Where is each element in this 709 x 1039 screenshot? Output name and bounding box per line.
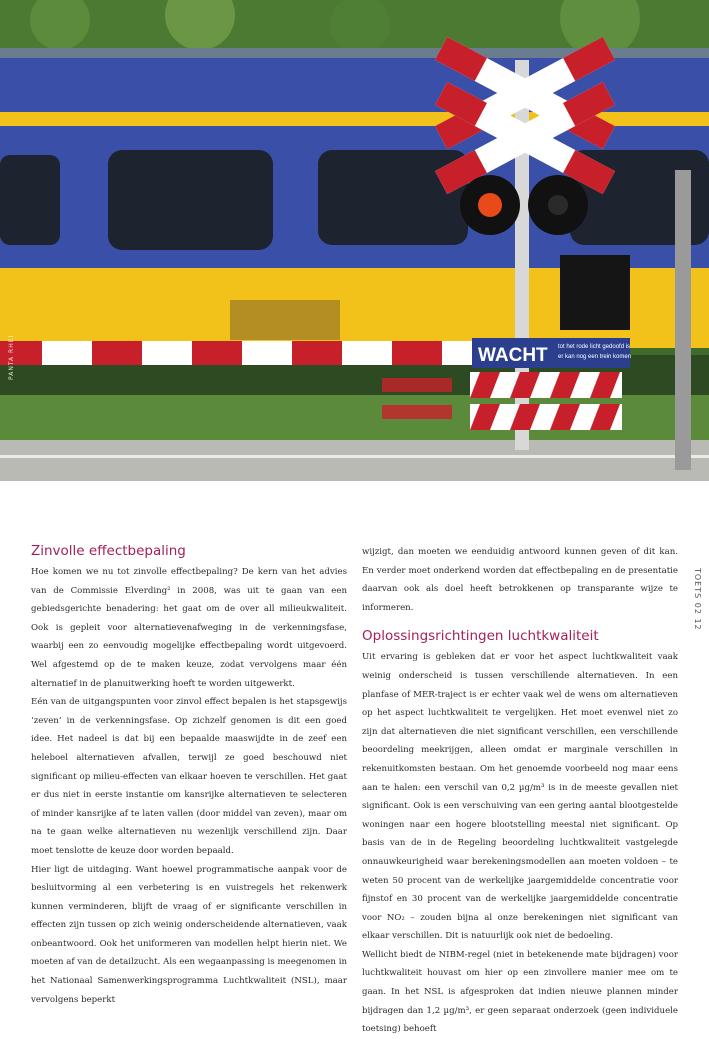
train-window xyxy=(318,150,468,245)
photo-train-crossing xyxy=(0,0,709,481)
paragraph: Uit ervaring is gebleken dat er voor het aspect luchtkwaliteit vaak weinig onderscheid is tussen verschillende alternatieven. In een planfase of MER-traject is er echter vaak wel de wens om alternatieven op het aspect luchtkwaliteit te vergelijken. Het moet evenwel niet zo zijn dat alternatieven die niet significant verschillen, een verschillende beoordeling meekrijgen, alleen omdat er marginale verschillen in rekenuitkomsten bestaan. Om het genoemde voorbeeld nog maar eens aan te halen: een verschil van 0,2 µg/m³ is in de meeste gevallen niet significant. Ook is een verschuiving van een gering aantal blootgestelde woningen naar een hogere blootstelling meestal niet significant. Op basis van de in de Regeling beoordeling luchtkwaliteit vastgelegde onnauwkeurigheid waar berekeningsmodellen aan moeten voldoen – te weten 50 procent van de werkelijke jaargemiddelde concentratie voor fijnstof en 30 procent van de werkelijke jaargemiddelde concentratie voor NO₂ – zouden bijna al onze berekeningen niet significant van elkaar verschillen. Dit is natuurlijk ook niet de bedoeling. xyxy=(362,652,678,942)
signal-box xyxy=(560,255,630,330)
crossing-barrier xyxy=(0,341,475,365)
heading-zinvolle-effectbepaling: Zinvolle effectbepaling xyxy=(31,543,186,559)
heading-oplossingsrichtingen: Oplossingsrichtingen luchtkwaliteit xyxy=(362,628,599,645)
paragraph: Hoe komen we nu tot zinvolle effectbepaling? De kern van het advies van de Commissie Elverding² in 2008, was uit te gaan van een gebiedsgerichte benadering: het gaat om de over all milieukwaliteit. Ook is gepleit voor alternatievenafweging in de verkenningsfase, waarbij een zo eenvoudig mogelijke effectbepaling wordt uitgevoerd. Wel afgestemd op de te maken keuze, zodat vervolgens maar één alternatief in de planuitwerking hoeft te worden uitgewerkt. xyxy=(31,567,347,689)
right-column xyxy=(362,543,678,1039)
paragraph: Eén van de uitgangspunten voor zinvol effect bepalen is het stapsgewijs ‘zeven’ in de verkenningsfase. Op zichzelf genomen is dit een goed idee. Het nadeel is dat bij een bepaalde maaswijdte in de zeef een heleboel alternatieven afvallen, terwijl ze goed beschouwd niet significant op milieu-effecten van elkaar hoeven te verschillen. Het gaat er dus niet in eerste instantie om kansrijke alternatieven te selecteren of minder kansrijke af te laten vallen (door middel van zeven), maar om na te gaan welke alternatieven nu wezenlijk verschillend zijn. Daar moet tenslotte de keuze door worden bepaald. xyxy=(31,697,347,856)
paragraph: Wellicht biedt de NIBM-regel (niet in betekenende mate bijdragen) voor luchtkwaliteit houvast om hier op een zinvollere manier mee om te gaan. In het NSL is afgesproken dat indien nieuwe plannen minder bijdragen dan 1,2 µg/m³, er geen separaat onderzoek (geen individuele toetsing) behoeft xyxy=(362,949,678,1035)
left-column xyxy=(31,543,347,1009)
road xyxy=(0,440,709,481)
sign-wacht: WACHT xyxy=(478,345,548,366)
page-folio: TOETS 02 12 xyxy=(693,568,702,631)
sign-line-3: er kan nog een trein komen xyxy=(558,354,632,360)
photo-credit: PANTA RHEI xyxy=(8,334,15,380)
paragraph: wijzigt, dan moeten we eenduidig antwoord kunnen geven of dit kan. En verder moet onderkend worden dat effectbepaling en de presentatie daarvan ook als doel heeft betrokkenen op transparante wijze te informeren. xyxy=(362,547,678,613)
sign-line-2: tot het rode licht gedoofd is xyxy=(558,344,631,350)
photo-illustration xyxy=(0,0,709,481)
train-window xyxy=(108,150,273,250)
paragraph: Hier ligt de uitdaging. Want hoewel programmatische aanpak voor de besluitvorming al een verbetering is en vuistregels het rekenwerk kunnen verminderen, blijft de vraag of er significante verschillen in effecten zijn tussen op zich weinig onderscheidende alternatieven, vaak onbeantwoord. Ook het uniformeren van modellen helpt hierin niet. We moeten af van de detailzucht. Als een wegaanpassing is meegenomen in het Nationaal Samenwerkingsprogramma Luchtkwaliteit (NSL), maar vervolgens beperkt xyxy=(31,864,347,1005)
